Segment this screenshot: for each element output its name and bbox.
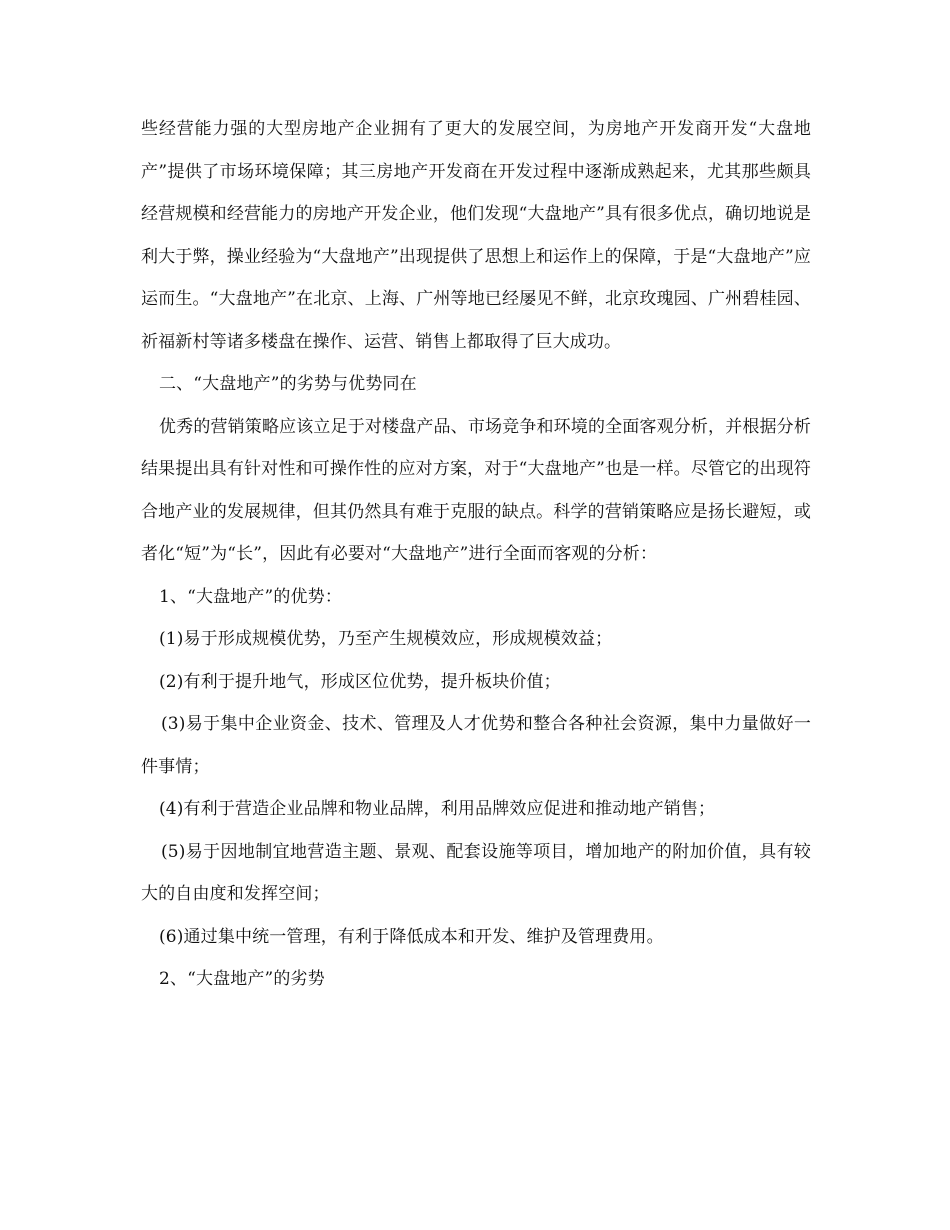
document-body bbox=[141, 108, 811, 1001]
advantage-item-2: (2)有利于提升地气，形成区位优势，提升板块价值； bbox=[159, 671, 561, 692]
advantage-item-6: (6)通过集中统一管理，有利于降低成本和开发、维护及管理费用。 bbox=[159, 926, 664, 947]
subheading-disadvantages: 2、“大盘地产”的劣势 bbox=[159, 969, 325, 989]
advantage-item-4: (4)有利于营造企业品牌和物业品牌，利用品牌效应促进和推动地产销售； bbox=[159, 799, 716, 819]
advantage-item-1: (1)易于形成规模优势，乃至产生规模效应，形成规模效益； bbox=[159, 629, 613, 649]
paragraph-continuation: 些经营能力强的大型房地产企业拥有了更大的发展空间，为房地产开发商开发“大盘地产”提供了市场环境保障；其三房地产开发商在开发过程中逐渐成熟起来，尤其那些颇具经营规模和经营能力的房地产开发企业，他们发现“大盘地产”具有很多优点，确切地说是利大于弊，操业经验为“大盘地产”出现提供了思想上和运作上的保障，于是“大盘地产”应运而生。“大盘地产”在北京、上海、广州等地已经屡见不鲜，北京玫瑰园、广州碧桂园、祈福新村等诸多楼盘在操作、运营、销售上都取得了巨大成功。 bbox=[141, 119, 811, 352]
advantage-item-3: (3)易于集中企业资金、技术、管理及人才优势和整合各种社会资源，集中力量做好一件事情； bbox=[141, 714, 811, 777]
paragraph-marketing-strategy: 优秀的营销策略应该立足于对楼盘产品、市场竞争和环境的全面客观分析，并根据分析结果提出具有针对性和可操作性的应对方案，对于“大盘地产”也是一样。尽管它的出现符合地产业的发展规律，但其仍然具有难于克服的缺点。科学的营销策略应是扬长避短，或者化“短”为“长”，因此有必要对“大盘地产”进行全面而客观的分析： bbox=[141, 416, 811, 564]
subheading-advantages: 1、“大盘地产”的优势： bbox=[159, 586, 342, 607]
advantage-item-5: (5)易于因地制宜地营造主题、景观、配套设施等项目，增加地产的附加价值，具有较大的自由度和发挥空间； bbox=[141, 841, 811, 904]
section-heading-two: 二、“大盘地产”的劣势与优势同在 bbox=[159, 374, 417, 394]
